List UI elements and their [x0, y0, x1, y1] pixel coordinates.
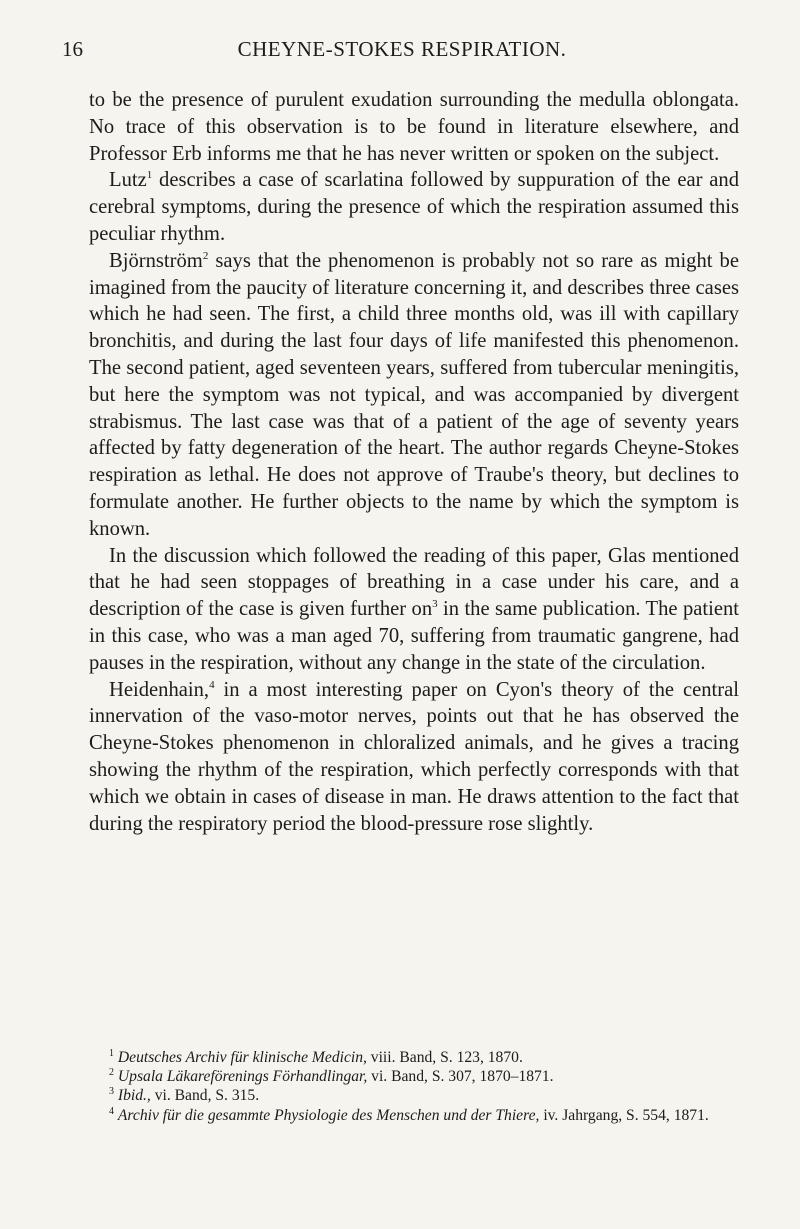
- page-number: 16: [62, 37, 83, 61]
- paragraph: Heidenhain,$^4$ in a most interesting paper on Cyon's theory of the central innervation of the vaso-motor nerves, points out that he has observed the Cheyne-Stokes phenomenon in chloralized animals, and he gives a tracing showing the rhythm of the respiration, which perfectly corresponds with that which we obtain in cases of disease in man. He draws attention to the fact that during the respiratory period the blood-pressure rose slightly.: [89, 678, 739, 835]
- footnote-title: Ibid.,: [117, 1087, 151, 1105]
- footnote-title: Deutsches Archiv für klinische Medicin,: [117, 1049, 367, 1066]
- footnotes: [89, 1048, 739, 1125]
- footnote: $^1$ Deutsches Archiv für klinische Medicin, viii. Band, S. 123, 1870.: [109, 1048, 523, 1066]
- running-title: CHEYNE-STOKES RESPIRATION.: [237, 37, 567, 61]
- paragraph: to be the presence of purulent exudation surrounding the medulla oblongata. No trace of this observation is to be found in literature elsewhere, and Professor Erb informs me that he has never written or spoken on the subject.: [89, 89, 739, 165]
- footnote-mark: 4: [109, 1105, 114, 1117]
- footnote-ref: 3: [432, 598, 438, 611]
- paragraph: In the discussion which followed the reading of this paper, Glas mentioned that he had seen stoppages of breathing in a case under his care, and a description of the case is given further $on^3$ in the same publication. The patient in this case, who was a man aged 70, suffering from traumatic gangrene, had pauses in the respiration, without any change in the state of the circulation.: [89, 544, 739, 674]
- footnote-ref: 1: [146, 169, 153, 182]
- footnote-mark: 3: [109, 1086, 114, 1098]
- footnote-mark: 2: [109, 1067, 114, 1079]
- footnote: $^3$ Ibid., vi. Band, S. 315.: [109, 1086, 260, 1105]
- running-header: [62, 36, 742, 62]
- paragraph: Björnström$^2$ says that the phenomenon is probably not so rare as might be imagined from the paucity of literature concerning it, and describes three cases which he had seen. The first, a child three months old, was ill with capillary bronchitis, and during the last four days of life manifested this phenomenon. The second patient, aged seventeen years, suffered from tubercular meningitis, but here the symptom was not typical, and was accompanied by divergent strabismus. The last case was that of a patient of the age of seventy years affected by fatty degeneration of the heart. The author regards Cheyne-Stokes respiration as lethal. He does not approve of Traube's theory, but declines to formulate another. He further objects to the name by which the symptom is known.: [89, 249, 739, 540]
- footnote: $^2$ Upsala Läkareförenings Förhandlingar, vi. Band, S. 307, 1870–1871.: [109, 1067, 554, 1086]
- footnote-ref: 2: [202, 249, 209, 262]
- footnote-title: Archiv für die gesammte Physiologie des Menschen und der Thiere,: [117, 1106, 540, 1124]
- footnote-title: Upsala Läkareförenings Förhandlingar,: [117, 1068, 368, 1086]
- footnote-mark: 1: [109, 1048, 114, 1059]
- footnote: $^4$ Archiv für die gesammte Physiologie des Menschen und der Thiere, iv. Jahrgang, S. 554, 1871.: [109, 1105, 709, 1124]
- paragraph: Lutz$^1$ describes a case of scarlatina followed by suppuration of the ear and cerebral symptoms, during the presence of which the respiration assumed this peculiar rhythm.: [89, 169, 739, 245]
- footnote-ref: 4: [209, 678, 215, 691]
- body-text: [89, 87, 739, 837]
